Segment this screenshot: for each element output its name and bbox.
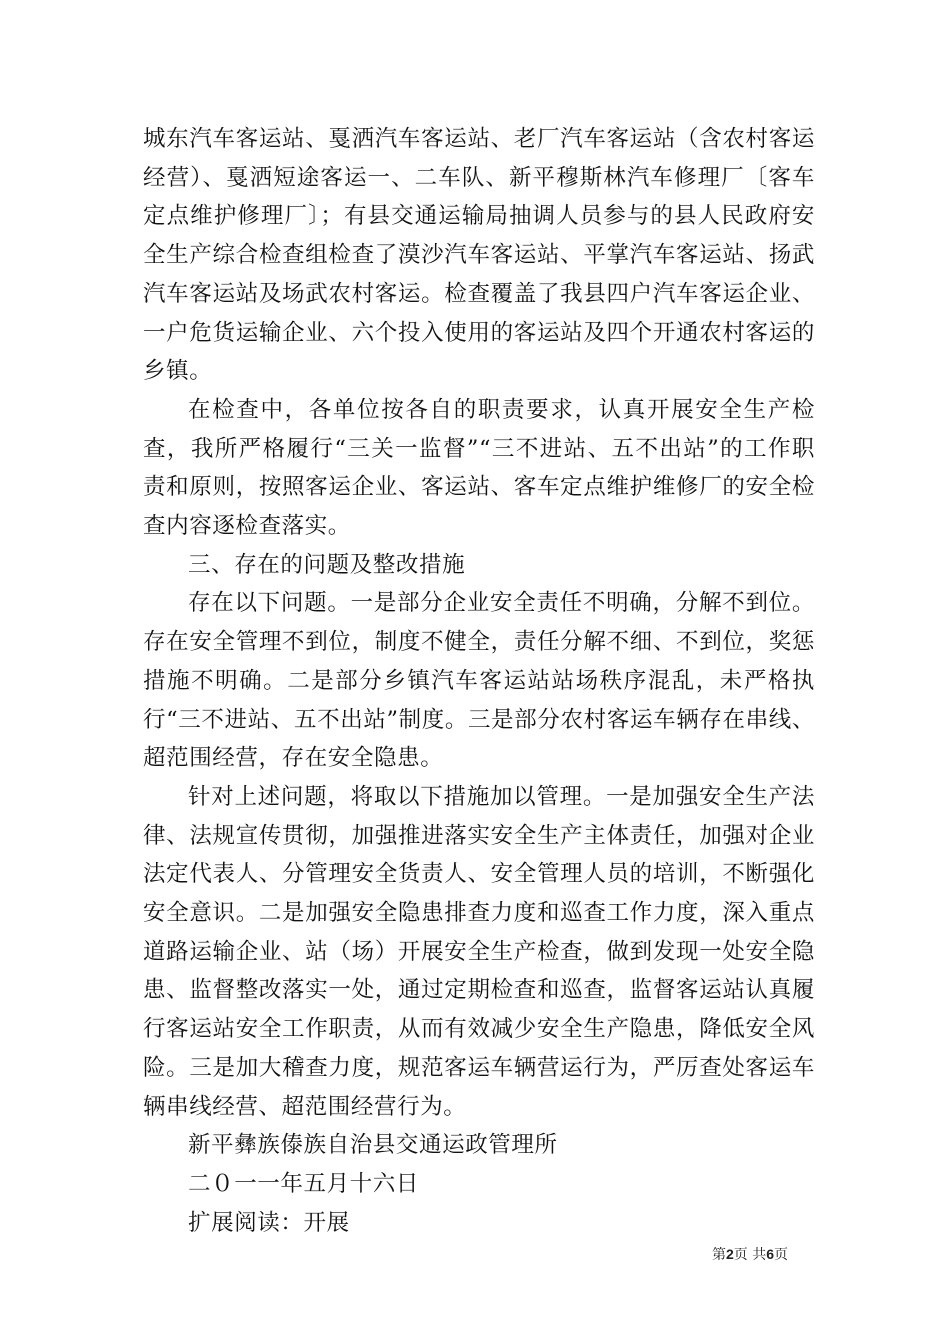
section-heading-problems: 三、存在的问题及整改措施 (188, 551, 466, 578)
total-page-number: 6 (766, 1246, 775, 1262)
signature-organization: 新平彝族傣族自治县交通运政管理所 (188, 1132, 558, 1159)
document-body (143, 120, 815, 1242)
footer-suffix: 页 (774, 1247, 789, 1263)
page-number-footer (712, 1244, 788, 1265)
footer-middle: 页 共 (733, 1247, 767, 1263)
extended-reading: 扩展阅读：开展 (188, 1209, 350, 1236)
paragraph-continuation: 城东汽车客运站、戛洒汽车客运站、老厂汽车客运站（含农村客运经营）、戛洒短途客运一、二车队、新平穆斯林汽车修理厂〔客车定点维护修理厂〕；有县交通运输局抽调人员参与的县人民政府安全生产综合检查组检查了漠沙汽车客运站、平掌汽车客运站、扬武汽车客运站及场武农村客运。检查覆盖了我县四户汽车客运企业、一户危货运输企业、六个投入使用的客运站及四个开通农村客运的乡镇。 (143, 126, 815, 385)
paragraph-inspection: 在检查中，各单位按各自的职责要求，认真开展安全生产检查，我所严格履行“三关一监督”“三不进站、五不出站”的工作职责和原则，按照客运企业、客运站、客车定点维护维修厂的安全检查内容逐检查落实。 (143, 396, 815, 540)
paragraph-measures: 针对上述问题，将取以下措施加以管理。一是加强安全生产法律、法规宣传贯彻，加强推进落实安全生产主体责任，加强对企业法定代表人、分管理安全货责人、安全管理人员的培训，不断强化安全意识。二是加强安全隐患排查力度和巡查工作力度，深入重点道路运输企业、站（场）开展安全生产检查，做到发现一处安全隐患、监督整改落实一处，通过定期检查和巡查，监督客运站认真履行客运站安全工作职责，从而有效减少安全生产隐患，降低安全风险。三是加大稽查力度，规范客运车辆营运行为，严厉查处客运车辆串线经营、超范围经营行为。 (143, 783, 815, 1120)
signature-date: 二０一一年五月十六日 (188, 1170, 420, 1197)
footer-prefix: 第 (712, 1247, 726, 1263)
current-page-number: 2 (726, 1246, 734, 1262)
paragraph-problems: 存在以下问题。一是部分企业安全责任不明确，分解不到位。存在安全管理不到位，制度不健全，责任分解不细、不到位，奖惩措施不明确。二是部分乡镇汽车客运站站场秩序混乱，未严格执行“三不进站、五不出站”制度。三是部分农村客运车辆存在串线、超范围经营，存在安全隐患。 (143, 590, 815, 772)
